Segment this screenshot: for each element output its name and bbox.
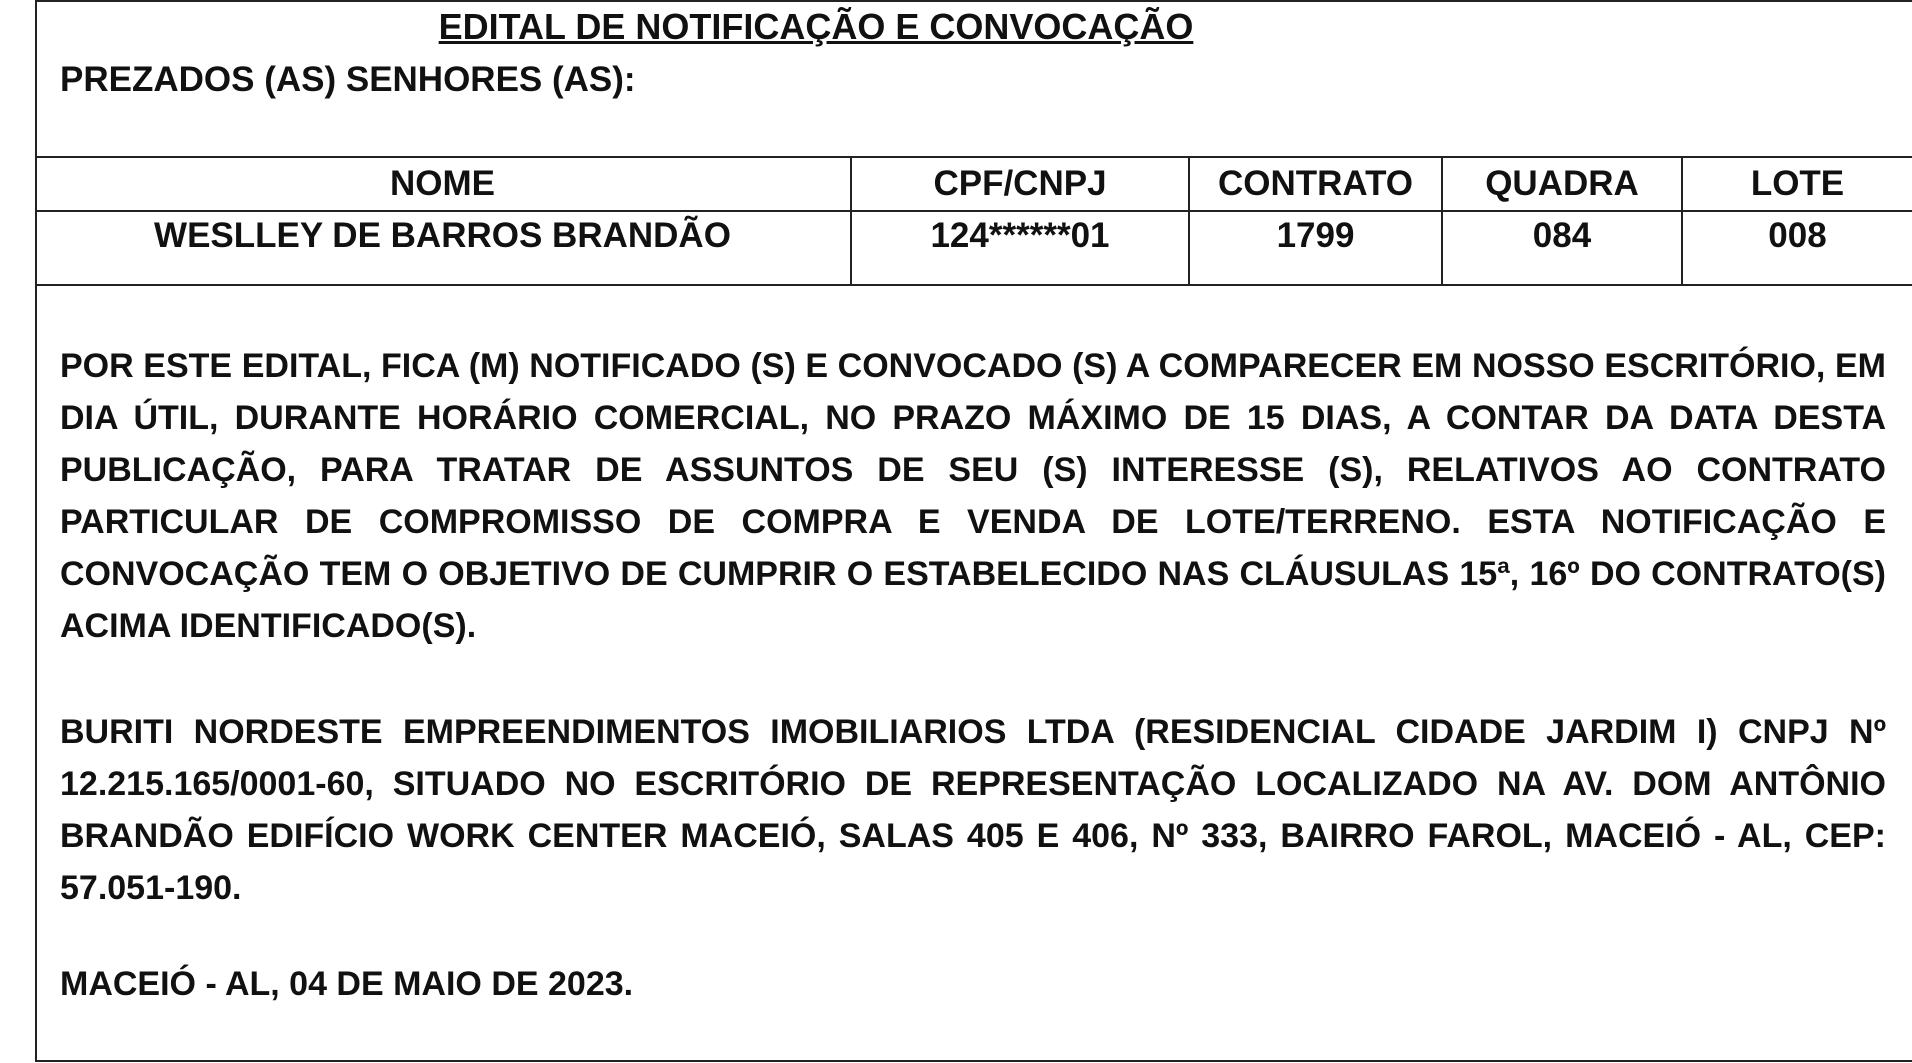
- header-nome: NOME: [390, 164, 495, 203]
- contract-table: [35, 156, 1912, 286]
- header-contrato: CONTRATO: [1217, 164, 1414, 203]
- cell-contrato: 1799: [1276, 216, 1355, 255]
- notification-paragraph: POR ESTE EDITAL, FICA (M) NOTIFICADO (S) E CONVOCADO (S) A COMPARECER EM NOSSO ESCRITÓRIO, EM DIA ÚTIL, DURANTE HORÁRIO COMERCIAL, NO PRAZO MÁXIMO DE 15 DIAS, A CONTAR DA DATA DESTA PUBLICAÇÃO, PARA TRATAR DE ASSUNTOS DE SEU (S) INTERESSE (S), RELATIVOS AO CONTRATO PARTICULAR DE COMPROMISSO DE COMPRA E VENDA DE LOTE/TERRENO. ESTA NOTIFICAÇÃO E CONVOCAÇÃO TEM O OBJETIVO DE CUMPRIR O ESTABELECIDO NAS CLÁUSULAS 15ª, 16º DO CONTRATO(S) ACIMA IDENTIFICADO(S).: [60, 347, 1886, 645]
- cell-quadra: 084: [1532, 216, 1592, 255]
- date-line: MACEIÓ - AL, 04 DE MAIO DE 2023.: [60, 965, 634, 1003]
- header-cpf-cnpj: CPF/CNPJ: [933, 164, 1107, 203]
- header-lote: LOTE: [1750, 164, 1845, 203]
- cell-nome: WESLLEY DE BARROS BRANDÃO: [154, 216, 731, 255]
- cell-lote: 008: [1768, 216, 1827, 255]
- cell-cpf-cnpj: 124******01: [930, 216, 1110, 255]
- greeting-line: PREZADOS (AS) SENHORES (AS):: [60, 60, 636, 99]
- company-address-paragraph: BURITI NORDESTE EMPREENDIMENTOS IMOBILIARIOS LTDA (RESIDENCIAL CIDADE JARDIM I) CNPJ Nº 12.215.165/0001-60, SITUADO NO ESCRITÓRIO DE REPRESENTAÇÃO LOCALIZADO NA AV. DOM ANTÔNIO BRANDÃO EDIFÍCIO WORK CENTER MACEIÓ, SALAS 405 E 406, Nº 333, BAIRRO FAROL, MACEIÓ - AL, CEP: 57.051-190.: [60, 713, 1886, 907]
- row-divider: [35, 210, 1912, 212]
- document-title: EDITAL DE NOTIFICAÇÃO E CONVOCAÇÃO: [438, 6, 1194, 47]
- header-quadra: QUADRA: [1485, 164, 1639, 203]
